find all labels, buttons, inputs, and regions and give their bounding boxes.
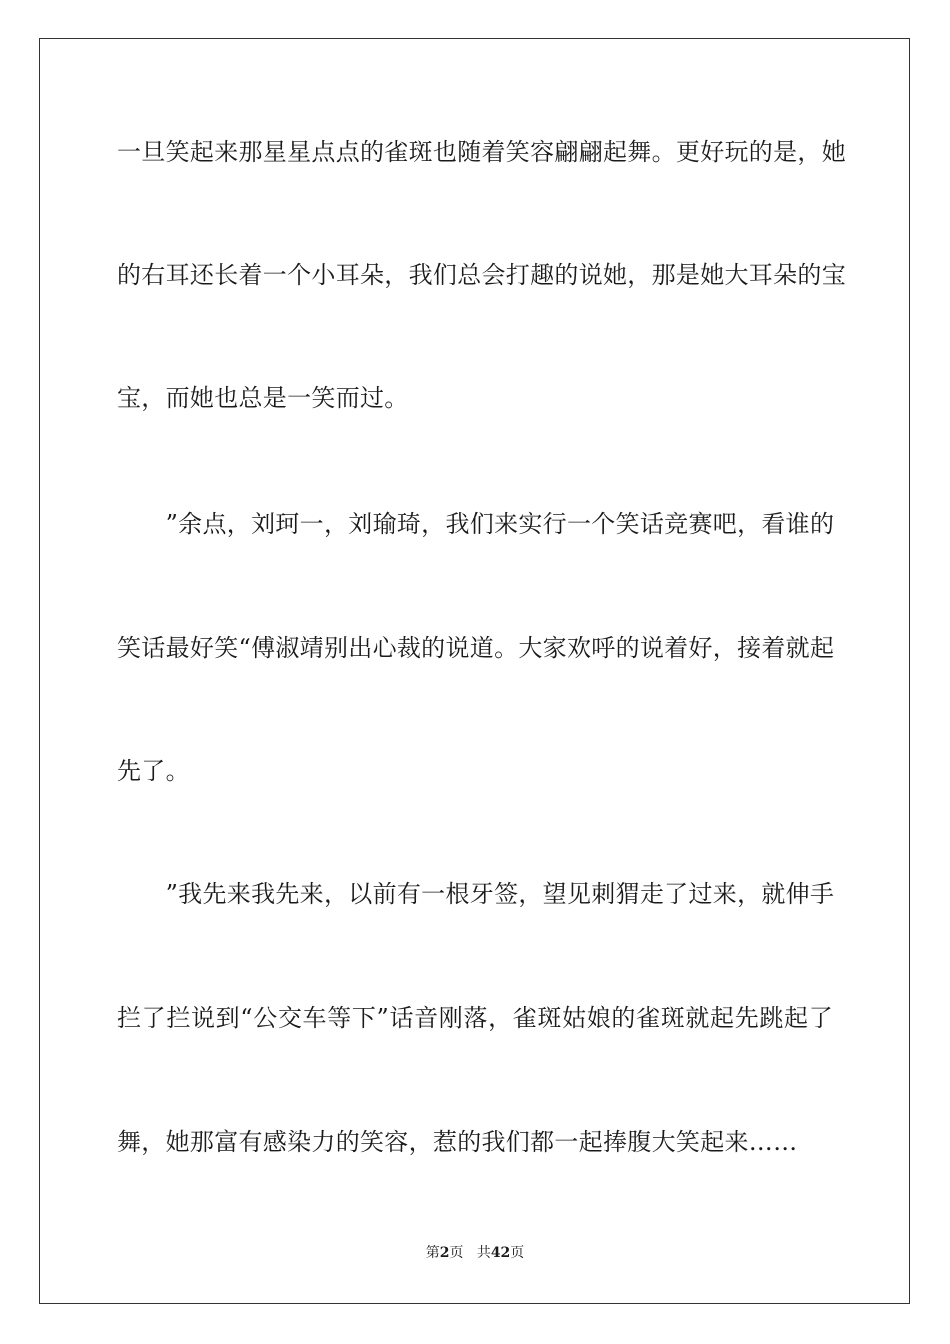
total-suffix: 页 [510, 1245, 525, 1261]
page-suffix: 页 [449, 1245, 464, 1261]
text-line: 先了。 [117, 757, 190, 785]
text-line: 拦了拦说到“公交车等下”话音刚落，雀斑姑娘的雀斑就起先跳起了 [117, 1004, 833, 1032]
page-prefix: 第 [425, 1245, 440, 1261]
text-line: 一旦笑起来那星星点点的雀斑也随着笑容翩翩起舞。更好玩的是，她 [117, 138, 846, 166]
text-line: ”余点，刘珂一，刘瑜琦，我们来实行一个笑话竞赛吧，看谁的 [117, 510, 835, 538]
current-page-number: 2 [439, 1245, 450, 1261]
total-prefix: 共 [476, 1245, 491, 1261]
page-border [39, 38, 910, 1304]
text-line: ”我先来我先来，以前有一根牙签，望见刺猬走了过来，就伸手 [117, 880, 835, 908]
text-line: 的右耳还长着一个小耳朵，我们总会打趣的说她，那是她大耳朵的宝 [117, 261, 846, 289]
text-line: 笑话最好笑“傅淑靖别出心裁的说道。大家欢呼的说着好，接着就起 [117, 634, 835, 662]
total-page-count: 42 [490, 1245, 511, 1261]
page-footer [0, 1244, 950, 1262]
text-line: 宝，而她也总是一笑而过。 [117, 384, 409, 412]
text-line: 舞，她那富有感染力的笑容，惹的我们都一起捧腹大笑起来…… [117, 1128, 798, 1156]
